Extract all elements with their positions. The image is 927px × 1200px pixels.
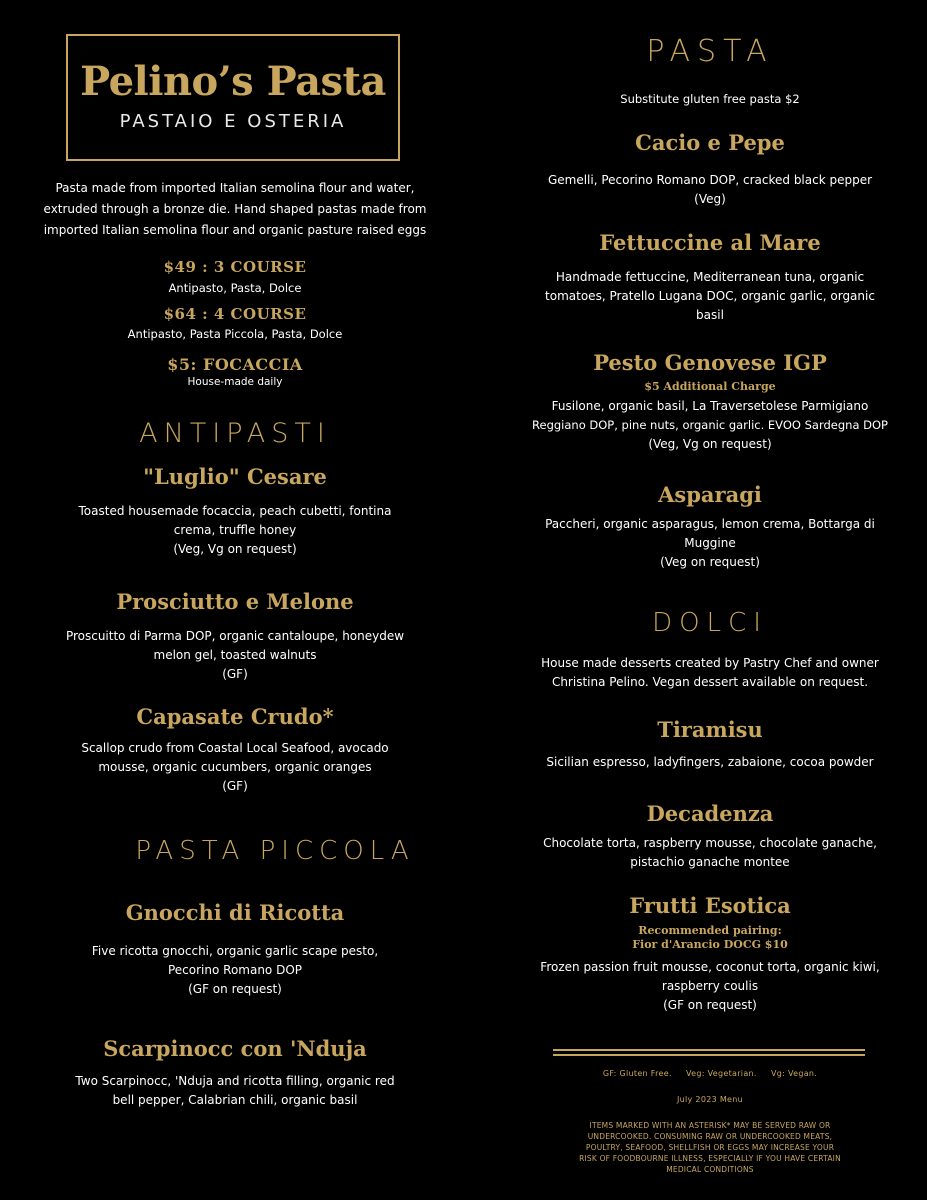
dish-pesto-genovese-desc: Fusilone, organic basil, La Traversetolese Parmigiano Reggiano DOP, pine nuts, organic garlic. EVOO Sardegna DOP (Veg, Vg on request) — [532, 399, 888, 451]
dish-luglio-cesare: "Luglio" Cesare — [143, 464, 327, 489]
dish-tiramisu-desc: Sicilian espresso, ladyfingers, zabaione, cocoa powder — [546, 755, 874, 769]
price-4-course: $64 : 4 COURSE — [163, 305, 307, 323]
dish-frutti-esotica-pairing: Recommended pairing: Fior d'Arancio DOCG $10 — [632, 924, 788, 951]
dish-cacio-pepe: Cacio e Pepe — [635, 130, 785, 155]
section-dolci-heading: DOLCI — [652, 608, 768, 638]
dolci-intro: House made desserts created by Pastry Chef and owner Christina Pelino. Vegan dessert available on request. — [541, 656, 879, 689]
right-column — [500, 0, 920, 1200]
dish-asparagi-desc: Paccheri, organic asparagus, lemon crema, Bottarga di Muggine (Veg on request) — [545, 517, 875, 569]
dish-decadenza-desc: Chocolate torta, raspberry mousse, chocolate ganache, pistachio ganache montee — [543, 836, 877, 869]
diet-legend: GF: Gluten Free. Veg: Vegetarian. Vg: Vegan. — [602, 1069, 818, 1078]
pasta-gf-note: Substitute gluten free pasta $2 — [620, 92, 800, 106]
menu-date: July 2023 Menu — [677, 1095, 743, 1104]
restaurant-name: Pelino’s Pasta — [80, 58, 386, 105]
price-3-course: $49 : 3 COURSE — [163, 258, 307, 276]
dish-cacio-pepe-desc: Gemelli, Pecorino Romano DOP, cracked black pepper (Veg) — [547, 173, 873, 206]
raw-food-warning: ITEMS MARKED WITH AN ASTERISK* MAY BE SERVED RAW OR UNDERCOOKED. CONSUMING RAW OR UNDERCOOKED MEATS, POULTRY, SEAFOOD, SHELLFISH OR EGGS MAY INCREASE YOUR RISK OF FOODBOURNE ILLNESS, ESPECIALLY IF YOU HAVE CERTAIN MEDICAL CONDITIONS — [579, 1121, 841, 1174]
section-pasta-piccola-heading: PASTA PICCOLA — [135, 836, 415, 866]
left-column — [30, 0, 440, 1200]
footer-rule-top — [553, 1049, 865, 1051]
dish-prosciutto-melone-desc: Proscuitto di Parma DOP, organic cantaloupe, honeydew melon gel, toasted walnuts (GF) — [65, 629, 405, 681]
dish-prosciutto-melone: Prosciutto e Melone — [116, 589, 354, 614]
dish-pesto-genovese: Pesto Genovese IGP — [593, 350, 827, 375]
price-3-course-desc: Antipasto, Pasta, Dolce — [168, 281, 302, 295]
dish-fettuccine-mare-desc: Handmade fettuccine, Mediterranean tuna, organic tomatoes, Pratello Lugana DOC, organic garlic, organic basil — [545, 270, 875, 322]
dish-fettuccine-mare: Fettuccine al Mare — [599, 230, 821, 255]
dish-capasate-crudo-desc: Scallop crudo from Coastal Local Seafood, avocado mousse, organic cucumbers, organic oranges (GF) — [81, 741, 389, 793]
price-focaccia-desc: House-made daily — [187, 376, 283, 388]
dish-gnocchi-ricotta-desc: Five ricotta gnocchi, organic garlic scape pesto, Pecorino Romano DOP (GF on request) — [91, 944, 379, 996]
price-4-course-desc: Antipasto, Pasta Piccola, Pasta, Dolce — [127, 327, 343, 341]
dish-capasate-crudo: Capasate Crudo* — [136, 704, 334, 729]
dish-scarpinocc-nduja-desc: Two Scarpinocc, 'Nduja and ricotta filling, organic red bell pepper, Calabrian chili, organic basil — [75, 1074, 395, 1107]
section-antipasti-heading: ANTIPASTI — [139, 418, 331, 449]
dish-decadenza: Decadenza — [646, 801, 774, 826]
restaurant-tagline: PASTAIO E OSTERIA — [119, 111, 347, 132]
dish-scarpinocc-nduja: Scarpinocc con 'Nduja — [103, 1036, 367, 1061]
footer-rule-bottom — [553, 1054, 865, 1056]
section-pasta-heading: PASTA — [646, 34, 774, 69]
dish-luglio-cesare-desc: Toasted housemade focaccia, peach cubetti, fontina crema, truffle honey (Veg, Vg on request) — [78, 504, 392, 556]
dish-gnocchi-ricotta: Gnocchi di Ricotta — [125, 900, 345, 925]
price-focaccia: $5: FOCACCIA — [167, 355, 303, 374]
dish-asparagi: Asparagi — [658, 482, 762, 507]
dish-frutti-esotica: Frutti Esotica — [629, 893, 791, 918]
dish-tiramisu: Tiramisu — [657, 717, 763, 742]
dish-pesto-genovese-charge: $5 Additional Charge — [644, 380, 776, 393]
dish-frutti-esotica-desc: Frozen passion fruit mousse, coconut torta, organic kiwi, raspberry coulis (GF on request) — [540, 960, 880, 1012]
intro-text: Pasta made from imported Italian semolina flour and water, extruded through a bronze die. Hand shaped pastas made from imported Italian semolina flour and organic pasture raised eggs — [43, 181, 427, 237]
